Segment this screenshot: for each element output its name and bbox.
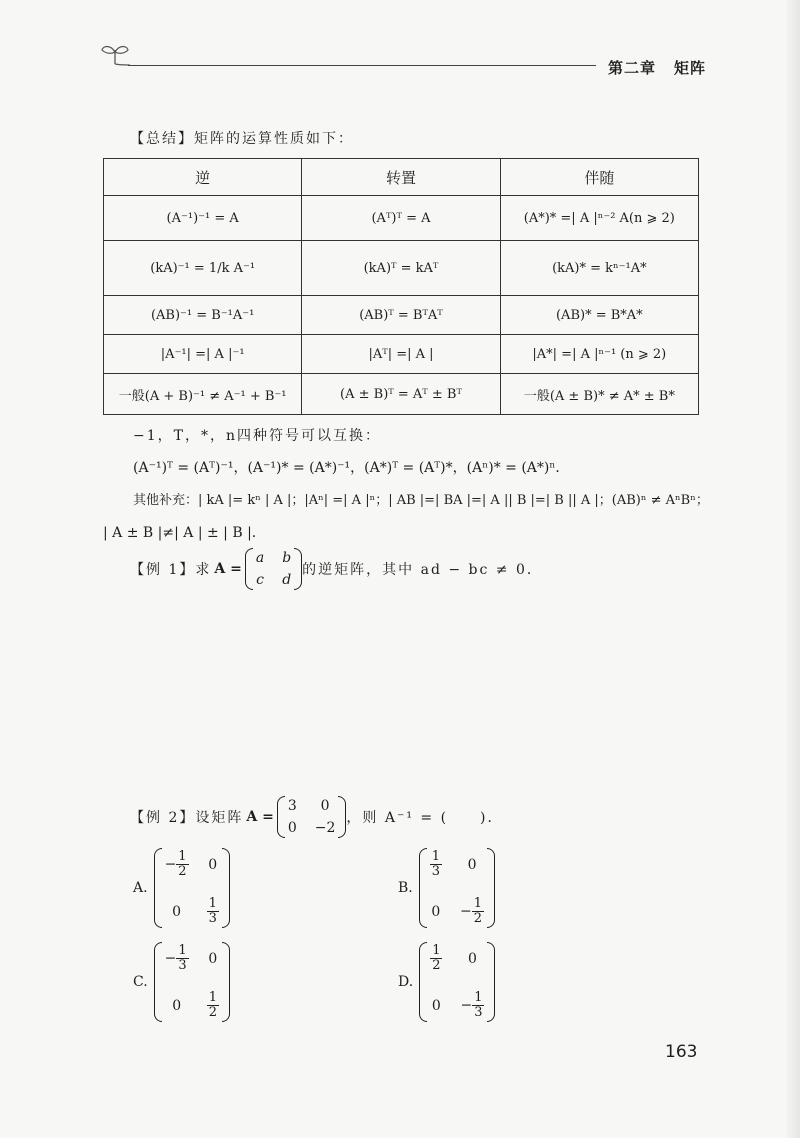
matrix-cell: − $\frac{1}{2}$	[460, 896, 483, 926]
matrix-cell: − $\frac{1}{2}$	[164, 849, 187, 879]
matrix-cell: 0	[208, 856, 218, 873]
table-cell: (kA)* = kⁿ⁻¹A*	[500, 241, 698, 296]
header-rule	[128, 65, 596, 66]
matrix-cell: 0	[287, 820, 297, 836]
table-cell: (A ± B)ᵀ = Aᵀ ± Bᵀ	[302, 374, 500, 415]
option-b-matrix	[419, 848, 495, 928]
table-row	[104, 196, 699, 241]
header-adjugate: 伴随	[500, 159, 698, 196]
example-1-lhs: A =	[214, 561, 242, 577]
table-cell: (kA)⁻¹ = 1/k A⁻¹	[104, 241, 302, 296]
table-cell: (AB)ᵀ = BᵀAᵀ	[302, 296, 500, 335]
chapter-title: 矩阵	[674, 59, 707, 77]
option-c	[133, 942, 230, 1022]
properties-table	[103, 158, 699, 415]
table-cell: |Aᵀ| =| A |	[302, 335, 500, 374]
example-2-lhs: A =	[246, 809, 274, 825]
matrix-cell: $\frac{1}{3}$	[431, 849, 441, 879]
header-inverse: 逆	[104, 159, 302, 196]
table-row	[104, 374, 699, 415]
matrix-cell: 0	[172, 997, 182, 1014]
matrix-cell: 0	[467, 856, 477, 873]
notes-line-1: −1，T，*，n四种符号可以互换：	[133, 428, 381, 444]
example-1	[130, 548, 543, 590]
page-edge-shadow	[786, 0, 800, 1138]
option-b	[398, 848, 495, 928]
option-c-matrix	[154, 942, 230, 1022]
matrix-cell: a	[255, 550, 265, 566]
option-a-matrix	[154, 848, 230, 928]
example-1-suffix: 的逆矩阵，其中 ad − bc ≠ 0．	[302, 562, 543, 578]
notes-line-3: 其他补充：| kA |= kⁿ | A |；|Aⁿ| =| A |ⁿ；| AB |=| BA |=| A || B |=| B || A |；(AB)ⁿ ≠ AⁿBⁿ；	[133, 493, 709, 508]
matrix-cell: d	[282, 572, 292, 588]
sprout-icon	[100, 40, 130, 66]
example-2-matrix	[277, 796, 347, 838]
example-1-prefix: 【例 1】求	[130, 562, 212, 578]
option-d-matrix	[419, 942, 495, 1022]
option-d-label: D.	[398, 974, 414, 990]
example-1-matrix	[245, 548, 302, 590]
table-cell: (AB)⁻¹ = B⁻¹A⁻¹	[104, 296, 302, 335]
table-row	[104, 335, 699, 374]
matrix-cell: − $\frac{1}{3}$	[460, 990, 483, 1020]
matrix-cell: 3	[287, 798, 297, 814]
matrix-cell: 0	[172, 903, 182, 920]
summary-label: 【总结】矩阵的运算性质如下：	[130, 131, 354, 147]
table-row	[104, 241, 699, 296]
matrix-cell: 0	[208, 950, 218, 967]
option-b-label: B.	[398, 880, 413, 896]
matrix-cell: 0	[431, 903, 441, 920]
example-2	[130, 796, 504, 838]
option-d	[398, 942, 495, 1022]
option-a	[133, 848, 230, 928]
table-row	[104, 296, 699, 335]
table-cell: (Aᵀ)ᵀ = A	[302, 196, 500, 241]
header-transpose: 转置	[302, 159, 500, 196]
notes-line-4: | A ± B |≠| A | ± | B |．	[103, 525, 266, 541]
matrix-cell: b	[282, 550, 292, 566]
page-number: 163	[665, 1042, 698, 1062]
table-header-row	[104, 159, 699, 196]
table-cell: (A⁻¹)⁻¹ = A	[104, 196, 302, 241]
matrix-cell: 0	[320, 798, 330, 814]
table-cell: 一般(A + B)⁻¹ ≠ A⁻¹ + B⁻¹	[104, 374, 302, 415]
table-cell: |A*| =| A |ⁿ⁻¹ (n ⩾ 2)	[500, 335, 698, 374]
matrix-cell: c	[256, 572, 264, 588]
matrix-cell: 0	[431, 997, 441, 1014]
matrix-cell: − $\frac{1}{3}$	[164, 943, 187, 973]
notes-line-2: (A⁻¹)ᵀ = (Aᵀ)⁻¹，(A⁻¹)* = (A*)⁻¹，(A*)ᵀ = (Aᵀ)*，(Aⁿ)* = (A*)ⁿ．	[133, 460, 570, 476]
option-c-label: C.	[133, 974, 148, 990]
matrix-cell: $\frac{1}{3}$	[208, 896, 217, 926]
matrix-cell: $\frac{1}{2}$	[432, 943, 441, 973]
running-header	[608, 57, 706, 78]
table-cell: 一般(A ± B)* ≠ A* ± B*	[500, 374, 698, 415]
table-cell: (A*)* =| A |ⁿ⁻² A(n ⩾ 2)	[500, 196, 698, 241]
example-2-prefix: 【例 2】设矩阵	[130, 810, 244, 826]
example-2-suffix: ，则 A⁻¹ = ( )．	[346, 810, 504, 826]
chapter-number: 第二章	[608, 59, 657, 77]
matrix-cell: −2	[314, 820, 336, 836]
option-a-label: A.	[133, 880, 148, 896]
matrix-cell: $\frac{1}{2}$	[208, 990, 217, 1020]
table-cell: (AB)* = B*A*	[500, 296, 698, 335]
table-cell: (kA)ᵀ = kAᵀ	[302, 241, 500, 296]
table-cell: |A⁻¹| =| A |⁻¹	[104, 335, 302, 374]
matrix-cell: 0	[468, 950, 477, 967]
